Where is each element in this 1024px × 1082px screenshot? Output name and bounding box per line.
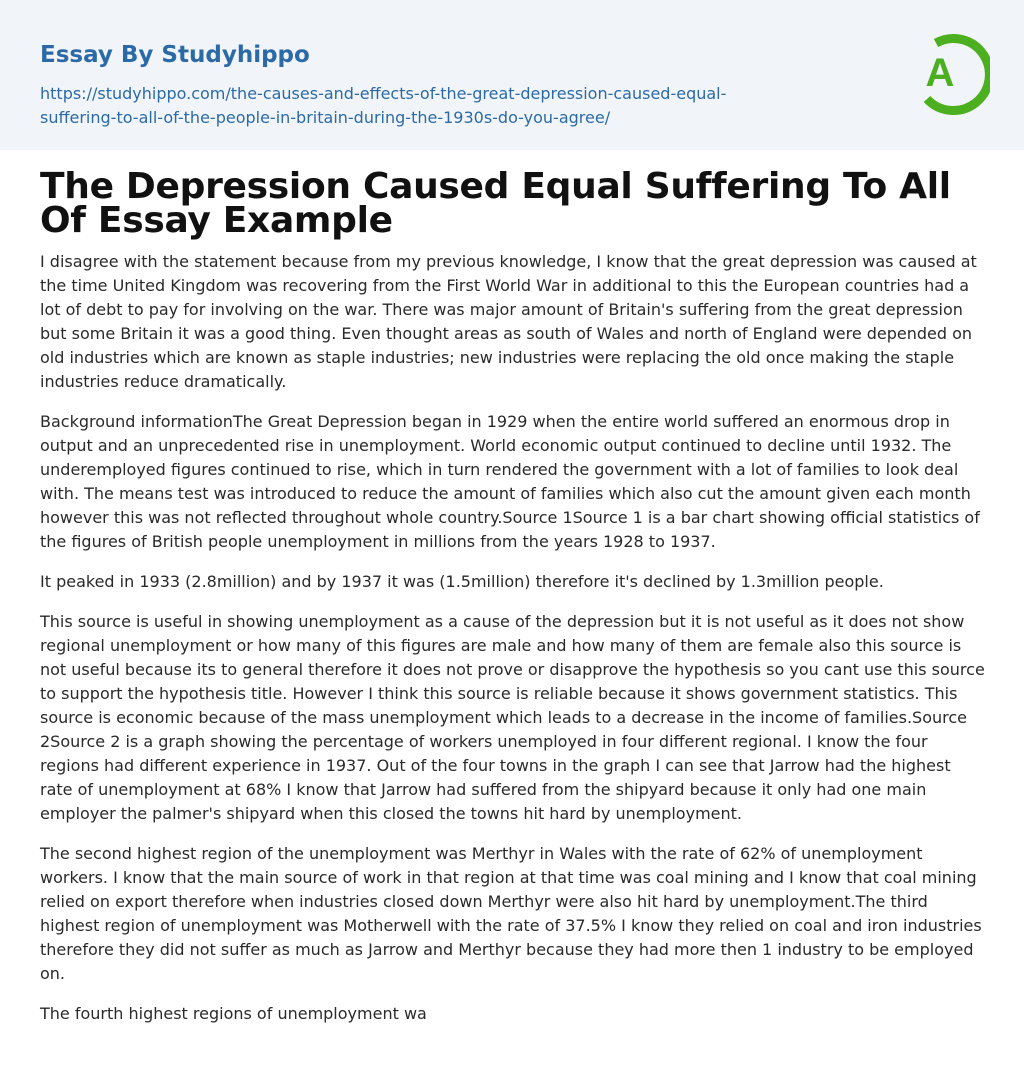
essay-paragraph-4: This source is useful in showing unemployment as a cause of the depression but it is not useful as it does not show regional unemployment or how many of this figures are male and how many of them are female also this source is not useful because its to general therefore it does not prove or disapprove the hypothesis so you cant use this source to support the hypothesis title. However I think this source is reliable because it shows government statistics. This source is economic because of the mass unemployment which leads to a decrease in the income of families.Source 2Source 2 is a graph showing the percentage of workers unemployed in four different regional. I know the four regions had different experience in 1937. Out of the four towns in the graph I can see that Jarrow had the highest rate of unemployment at 68% I know that Jarrow had suffered from the shipyard because it only had one main employer the palmer's shipyard when this closed the towns hit hard by unemployment. [40, 612, 985, 823]
essay-paragraph-5: The second highest region of the unemployment was Merthyr in Wales with the rate of 62% of unemployment workers. I know that the main source of work in that region at that time was coal mining and I know that coal mining relied on export therefore when industries closed down Merthyr were also hit hard by unemployment.The third highest region of unemployment was Motherwell with the rate of 37.5% I know they relied on coal and iron industries therefore they did not suffer as much as Jarrow and Merthyr because they had more then 1 industry to be employed on. [40, 844, 982, 983]
source-url-line-1[interactable]: https://studyhippo.com/the-causes-and-effects-of-the-great-depression-caused-equal- [40, 84, 727, 103]
essay-content [40, 166, 986, 1042]
essay-title: The Depression Caused Equal Suffering To All Of Essay Example [40, 166, 951, 241]
site-header [0, 0, 1024, 150]
source-url-link[interactable] [40, 82, 800, 130]
source-url-line-2[interactable]: suffering-to-all-of-the-people-in-britain-during-the-1930s-do-you-agree/ [40, 108, 611, 127]
studyhippo-logo-icon[interactable] [910, 27, 990, 117]
essay-paragraph-6: The fourth highest regions of unemployment wa [40, 1004, 427, 1023]
site-title[interactable]: Essay By Studyhippo [40, 42, 310, 68]
essay-paragraph-1: I disagree with the statement because from my previous knowledge, I know that the great depression was caused at the time United Kingdom was recovering from the First World War in additional to this the European countries had a lot of debt to pay for involving on the war. There was major amount of Britain's suffering from the great depression but some Britain it was a good thing. Even thought areas as south of Wales and north of England were depended on old industries which are known as staple industries; new industries were replacing the old once making the staple industries reduce dramatically. [40, 252, 977, 391]
logo-letter: A [925, 51, 955, 95]
essay-paragraph-3: It peaked in 1933 (2.8million) and by 1937 it was (1.5million) therefore it's declined by 1.3million people. [40, 572, 884, 591]
essay-paragraph-2: Background informationThe Great Depression began in 1929 when the entire world suffered an enormous drop in output and an unprecedented rise in unemployment. World economic output continued to decline until 1932. The underemployed figures continued to rise, which in turn rendered the government with a lot of families to look deal with. The means test was introduced to reduce the amount of families which also cut the amount given each month however this was not reflected throughout whole country.Source 1Source 1 is a bar chart showing official statistics of the figures of British people unemployment in millions from the years 1928 to 1937. [40, 412, 980, 551]
